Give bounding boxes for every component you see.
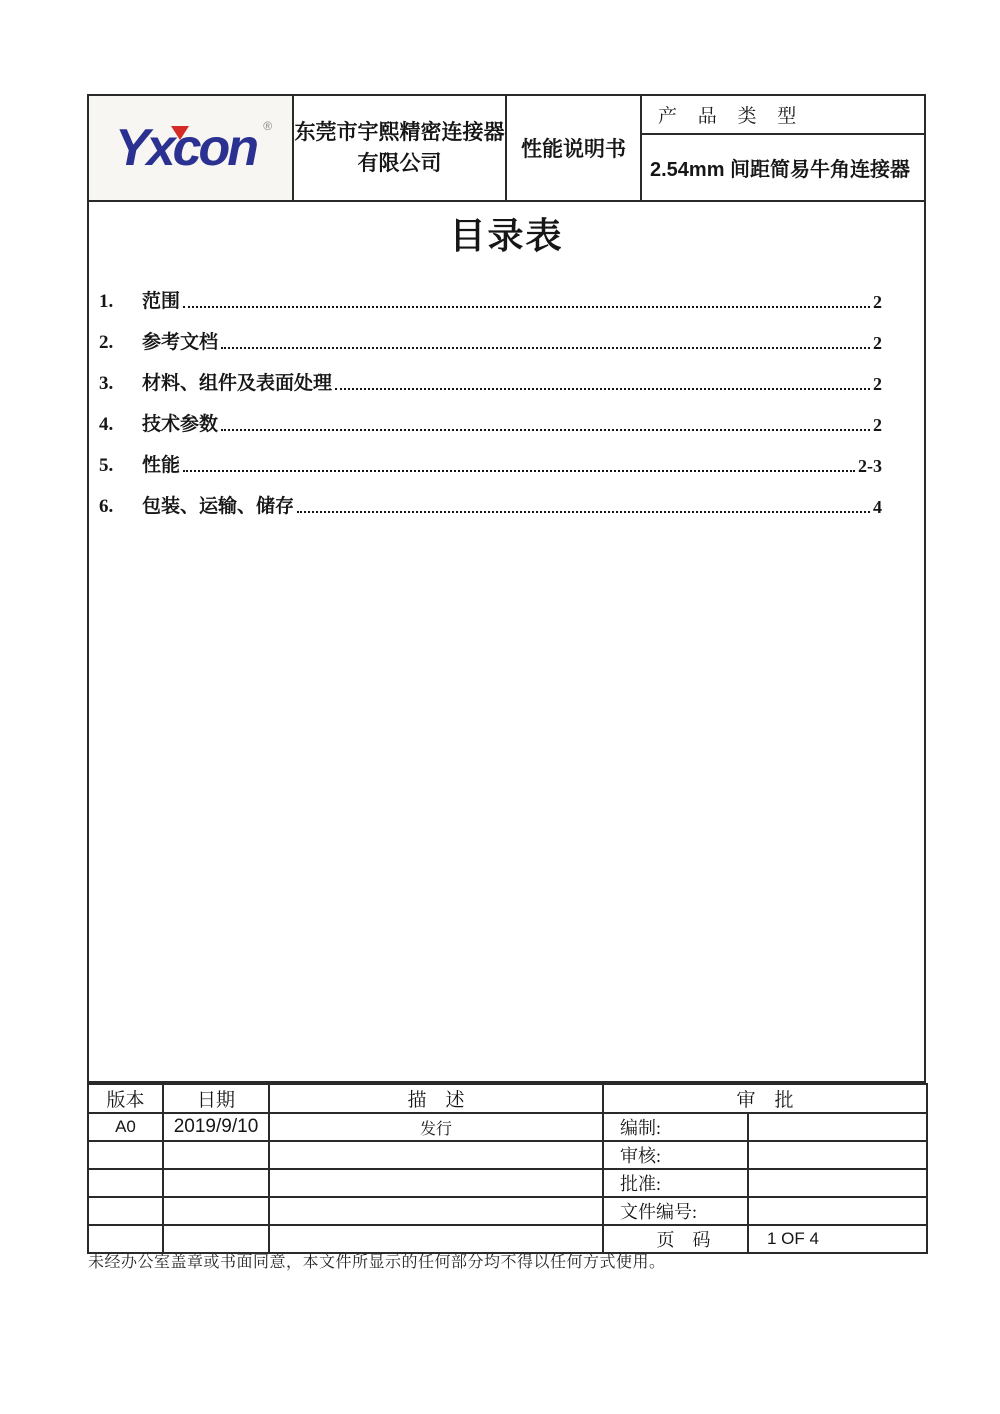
- toc-title: 目录表: [449, 216, 564, 256]
- version-cell: A0: [88, 1113, 163, 1141]
- toc-entry: [99, 396, 882, 437]
- revision-table: [87, 1083, 928, 1254]
- content-box: [87, 200, 926, 1083]
- approval-value-cell: [748, 1197, 927, 1225]
- header-description: 描 述: [269, 1084, 603, 1113]
- page-number-value: 1 OF 4: [748, 1225, 927, 1253]
- toc-entry-page: 2-3: [858, 456, 882, 476]
- approval-value-cell: [748, 1113, 927, 1141]
- date-cell: [163, 1197, 269, 1225]
- toc-entry: [99, 478, 882, 519]
- header-date: 日期: [163, 1084, 269, 1113]
- toc-entry-label: 材料、组件及表面处理: [142, 373, 333, 394]
- product-name: 2.54mm 间距简易牛角连接器: [650, 159, 911, 181]
- header-approval: 审 批: [603, 1084, 927, 1113]
- date-cell: [163, 1141, 269, 1169]
- toc-entry: [99, 314, 882, 355]
- toc-list: [89, 273, 924, 519]
- toc-entry: [99, 273, 882, 314]
- company-name-line1: 东莞市宇熙精密连接器: [294, 119, 505, 144]
- toc-entry-number: 4.: [99, 414, 114, 435]
- product-type-label: 产 品 类 型: [642, 96, 924, 135]
- approval-label-cell: 批准:: [603, 1169, 748, 1197]
- dot-leader: [221, 429, 870, 431]
- header-version: 版本: [88, 1084, 163, 1113]
- approval-value-cell: [748, 1141, 927, 1169]
- logo-text: Yxcon: [114, 119, 257, 177]
- version-cell: [88, 1141, 163, 1169]
- dot-leader: [183, 306, 870, 308]
- company-logo: [114, 119, 273, 177]
- page-number-label: 页 码: [603, 1225, 748, 1253]
- description-cell: [269, 1197, 603, 1225]
- dot-leader: [183, 470, 855, 472]
- registered-mark-icon: ®: [263, 119, 273, 133]
- approval-label-cell: 审核:: [603, 1141, 748, 1169]
- revision-header-row: [88, 1084, 927, 1113]
- toc-entry-label: 技术参数: [142, 414, 219, 435]
- toc-entry-label: 性能: [142, 455, 181, 476]
- dot-leader: [335, 388, 870, 390]
- version-cell: [88, 1169, 163, 1197]
- toc-entry-page: 2: [873, 415, 882, 435]
- product-cell: [642, 96, 924, 200]
- header-table: [87, 94, 926, 200]
- footer-notice: 未经办公室盖章或书面同意，本文件所显示的任何部分均不得以任何方式使用。: [88, 1254, 666, 1271]
- description-cell: [269, 1141, 603, 1169]
- approval-value-cell: [748, 1169, 927, 1197]
- approval-label-cell: 文件编号:: [603, 1197, 748, 1225]
- date-cell: 2019/9/10: [163, 1113, 269, 1141]
- company-name: [294, 96, 507, 200]
- revision-row: [88, 1141, 927, 1169]
- toc-entry-page: 2: [873, 292, 882, 312]
- revision-row: [88, 1197, 927, 1225]
- toc-entry-number: 1.: [99, 291, 114, 312]
- toc-entry-label: 包装、运输、储存: [142, 496, 295, 517]
- toc-entry-label: 范围: [142, 291, 181, 312]
- description-cell: [269, 1169, 603, 1197]
- toc-entry: [99, 437, 882, 478]
- version-cell: [88, 1197, 163, 1225]
- logo-cell: [89, 96, 294, 200]
- toc-entry-number: 3.: [99, 373, 114, 394]
- toc-entry-number: 6.: [99, 496, 114, 517]
- toc-entry-number: 5.: [99, 455, 114, 476]
- document-type: 性能说明书: [507, 96, 642, 200]
- dot-leader: [297, 511, 870, 513]
- toc-entry: [99, 355, 882, 396]
- toc-entry-number: 2.: [99, 332, 114, 353]
- toc-entry-page: 4: [873, 497, 882, 517]
- dot-leader: [221, 347, 870, 349]
- toc-entry-page: 2: [873, 374, 882, 394]
- logo-triangle-icon: [171, 126, 189, 140]
- date-cell: [163, 1169, 269, 1197]
- description-cell: 发行: [269, 1113, 603, 1141]
- revision-row: [88, 1169, 927, 1197]
- company-name-line2: 有限公司: [357, 151, 442, 175]
- toc-entry-label: 参考文档: [142, 332, 219, 353]
- approval-label-cell: 编制:: [603, 1113, 748, 1141]
- toc-entry-page: 2: [873, 333, 882, 353]
- revision-row: [88, 1113, 927, 1141]
